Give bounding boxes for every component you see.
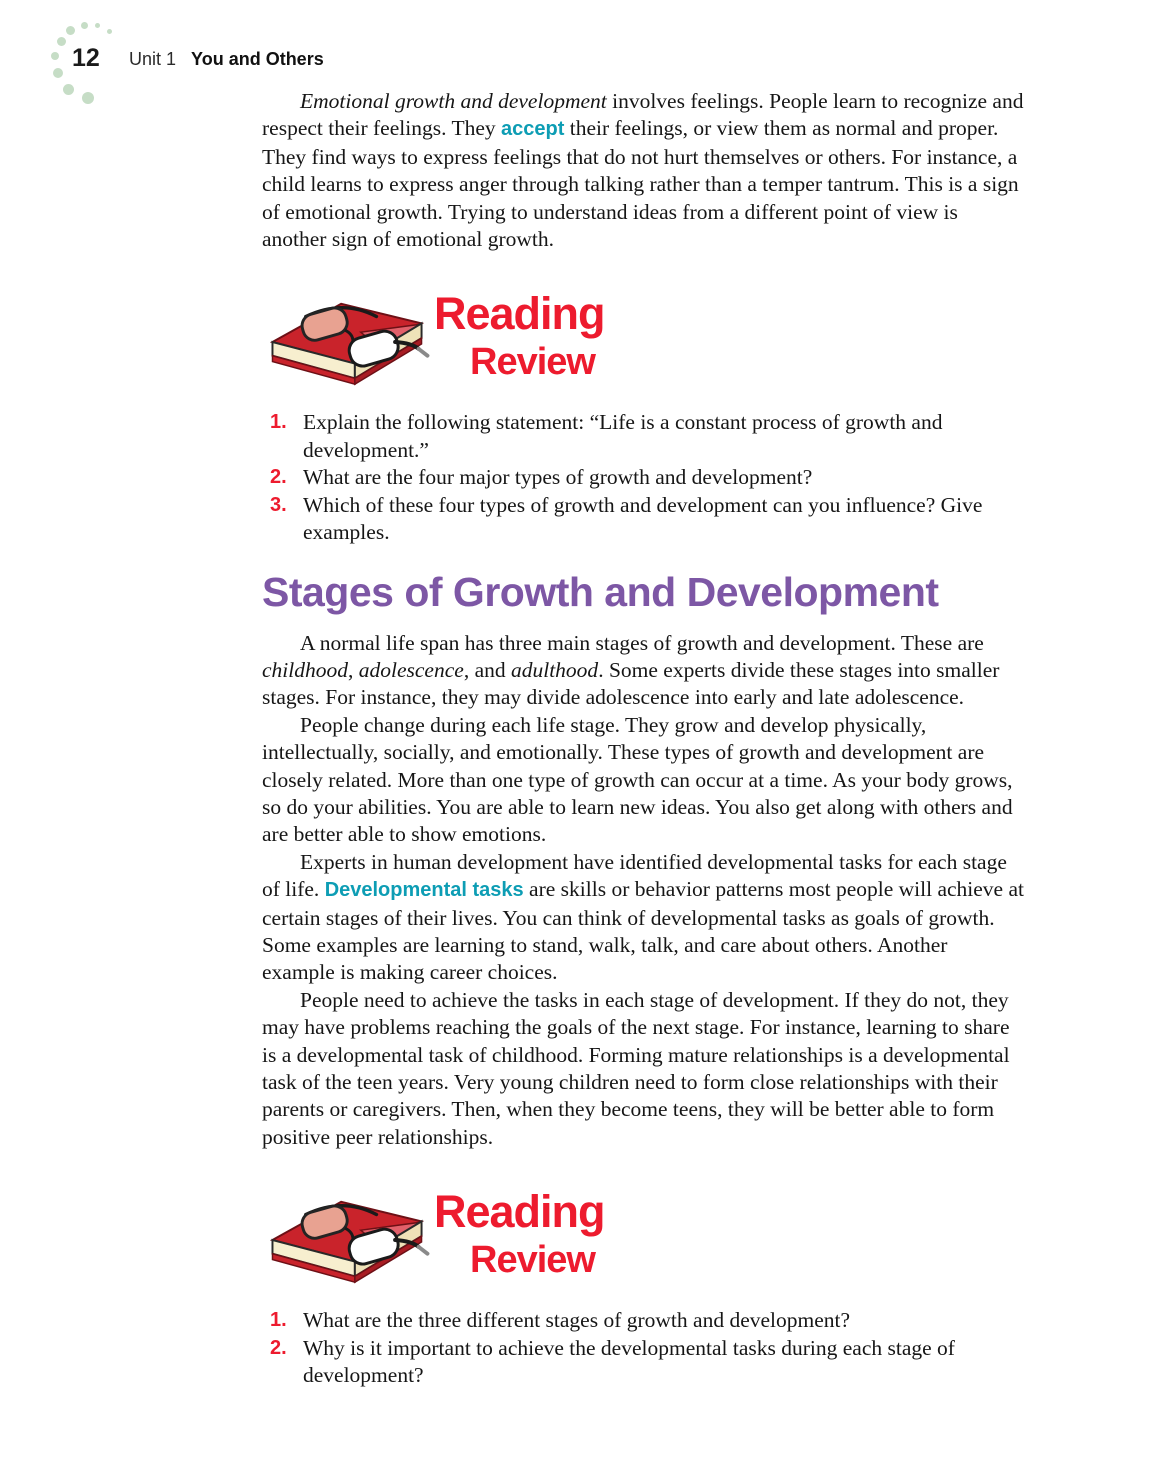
dot xyxy=(82,92,94,104)
page-content xyxy=(262,88,1024,1390)
reading-review-title-line2: Review xyxy=(470,1239,595,1282)
book-with-glasses-icon xyxy=(264,1189,432,1291)
dot xyxy=(66,26,75,35)
dot xyxy=(81,22,88,29)
body-text: are skills or behavior patterns most people will achieve at certain stages of their lives. You can think of developmental tasks as goals of growth. Some examples are learning to stand, walk, talk, and care about others. Another example is making career choices. xyxy=(262,877,1024,985)
reading-review-title-line1: Reading xyxy=(434,1186,605,1238)
italic-term: Emotional growth and development xyxy=(300,89,607,113)
question-number: 2. xyxy=(270,466,287,489)
reading-review-title xyxy=(434,1186,605,1282)
dot xyxy=(57,37,66,46)
intro-paragraph xyxy=(262,88,1024,253)
italic-term: childhood xyxy=(262,657,348,682)
reading-review-title-line1: Reading xyxy=(434,288,605,340)
question-number: 2. xyxy=(270,1336,287,1359)
body-text: , xyxy=(348,657,359,682)
section-paragraph-4: People need to achieve the tasks in each stage of development. If they do not, they may have problems reaching the goals of the next stage. For instance, learning to share is a developmental task of childhood. Forming mature relationships is a developmental task of the teen years. Very young children need to form close relationships with their parents or caregivers. Then, when they become teens, they will be better able to form positive peer relationships. xyxy=(262,987,1010,1149)
question-item xyxy=(270,409,1024,464)
italic-term: adolescence xyxy=(358,657,464,682)
body-text: their feelings, or view them as normal and proper. They find ways to express feelings that do not hurt themselves or others. For instance, a child learns to express anger through talking rather than a temper tantrum. This is a sign of emotional growth. Trying to understand ideas from a different point of view is another sign of emotional growth. xyxy=(262,116,1019,252)
book-with-glasses-icon xyxy=(264,291,432,393)
question-text: Which of these four types of growth and development can you influence? Give examples. xyxy=(303,492,983,545)
unit-label: Unit 1 xyxy=(129,49,177,69)
vocab-keyword-accept: accept xyxy=(501,118,565,141)
question-text: What are the three different stages of growth and development? xyxy=(303,1308,851,1333)
question-item xyxy=(270,464,1024,491)
question-item xyxy=(270,1307,1024,1334)
reading-review-title xyxy=(434,288,605,384)
unit-title: You and Others xyxy=(191,49,324,69)
section-paragraph-3 xyxy=(262,849,1024,987)
body-text: . Some experts divide these stages into smaller stages. For instance, they may divide adolescence into early and late adolescence. xyxy=(262,657,1000,710)
section-paragraph-1 xyxy=(262,630,1024,712)
question-number: 3. xyxy=(270,493,287,516)
reading-review-title-line2: Review xyxy=(470,341,595,384)
question-text: Why is it important to achieve the developmental tasks during each stage of development? xyxy=(303,1335,955,1388)
reading-review-header-1 xyxy=(262,289,1024,401)
page-number: 12 xyxy=(72,44,100,72)
question-item xyxy=(270,492,1024,547)
body-text: A normal life span has three main stages of growth and development. These are xyxy=(300,630,984,655)
vocab-keyword-developmental-tasks: Developmental tasks xyxy=(324,879,524,902)
reading-review-questions-2 xyxy=(262,1307,1024,1389)
question-item xyxy=(270,1335,1024,1390)
question-number: 1. xyxy=(270,411,287,434)
body-text: Experts in human development have identified developmental tasks for each stage of life. xyxy=(262,849,1007,902)
dot xyxy=(107,29,112,34)
body-text: involves feelings. People learn to recognize and respect their feelings. They xyxy=(262,89,1024,141)
question-text: Explain the following statement: “Life is a constant process of growth and development.” xyxy=(303,410,943,462)
question-text: What are the four major types of growth and development? xyxy=(303,465,813,490)
running-head xyxy=(129,49,324,70)
body-text: , and xyxy=(463,657,511,682)
reading-review-questions-1 xyxy=(262,409,1024,546)
dot xyxy=(51,52,59,60)
dot xyxy=(63,84,74,95)
dot xyxy=(95,23,100,28)
reading-review-header-2 xyxy=(262,1187,1024,1299)
section-heading: Stages of Growth and Development xyxy=(262,569,939,616)
italic-term: adulthood xyxy=(510,657,599,682)
dot xyxy=(53,68,63,78)
section-paragraph-2: People change during each life stage. They grow and develop physically, intellectually, socially, and emotionally. These types of growth and development are closely related. More than one type of growth can occur at a time. As your body grows, so do your abilities. You are able to learn new ideas. You also get along with others and are better able to show emotions. xyxy=(262,712,1013,847)
question-number: 1. xyxy=(270,1309,287,1332)
